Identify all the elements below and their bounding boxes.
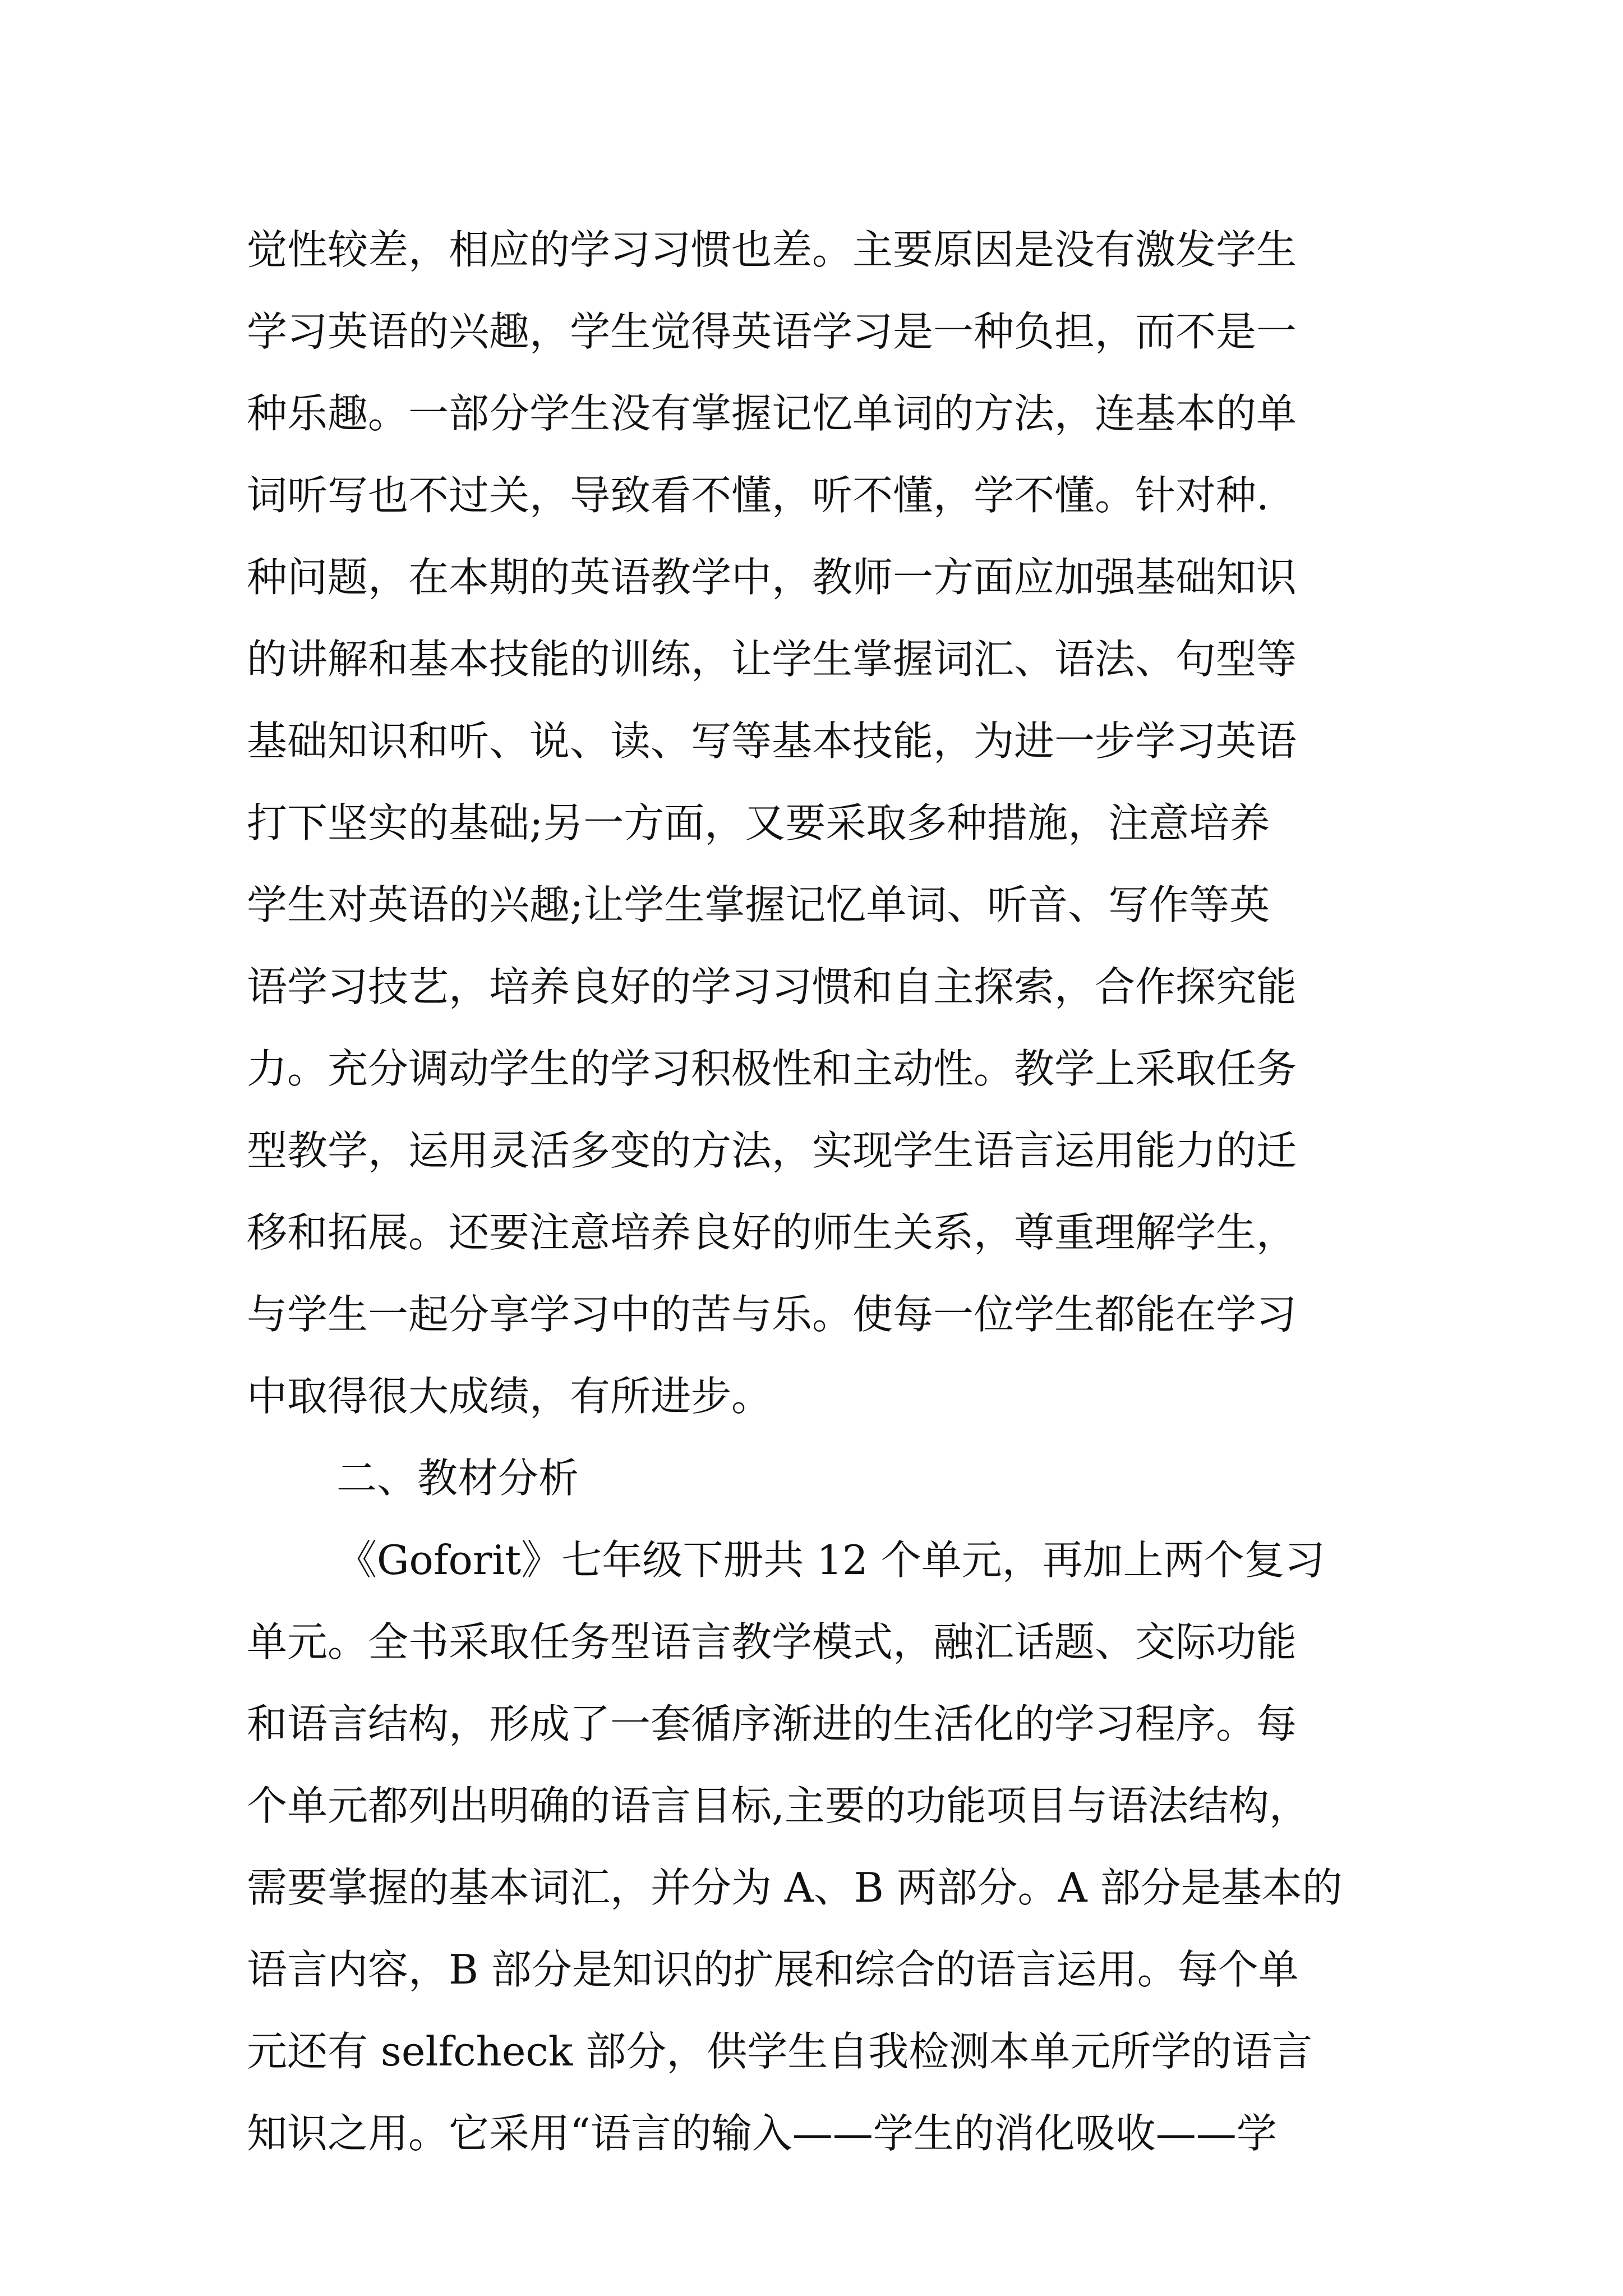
section-heading: 二、教材分析 <box>336 1455 579 1502</box>
text-line: 型教学，运用灵活多变的方法，实现学生语言运用能力的迁 <box>247 1127 1297 1174</box>
text-line: 知识之用。它采用“语言的输入——学生的消化吸收——学 <box>247 2110 1277 2157</box>
text-line: 需要掌握的基本词汇，并分为 A、B 两部分。A 部分是基本的 <box>247 1864 1343 1911</box>
text-line: 元还有 selfcheck 部分，供学生自我检测本单元所学的语言 <box>247 2028 1313 2075</box>
text-line: 《Goforit》七年级下册共 12 个单元，再加上两个复习 <box>336 1536 1325 1584</box>
text-line: 种乐趣。一部分学生没有掌握记忆单词的方法，连基本的单 <box>247 390 1297 437</box>
text-line: 中取得很大成绩，有所进步。 <box>247 1373 772 1420</box>
text-line: 语学习技艺，培养良好的学习习惯和自主探索，合作探究能 <box>247 963 1297 1010</box>
text-line: 单元。全书采取任务型语言教学模式，融汇话题、交际功能 <box>247 1618 1297 1665</box>
text-line: 学生对英语的兴趣;让学生掌握记忆单词、听音、写作等英 <box>247 881 1270 928</box>
text-line: 学习英语的兴趣，学生觉得英语学习是一种负担，而不是一 <box>247 308 1297 355</box>
text-line: 与学生一起分享学习中的苦与乐。使每一位学生都能在学习 <box>247 1291 1297 1338</box>
text-line: 种问题，在本期的英语教学中，教师一方面应加强基础知识 <box>247 554 1297 601</box>
text-line: 基础知识和听、说、读、写等基本技能，为进一步学习英语 <box>247 717 1297 765</box>
body-text <box>247 209 1402 2174</box>
text-line: 和语言结构，形成了一套循序渐进的生活化的学习程序。每 <box>247 1700 1297 1747</box>
text-line: 个单元都列出明确的语言目标,主要的功能项目与语法结构， <box>247 1782 1310 1829</box>
text-line: 力。充分调动学生的学习积极性和主动性。教学上采取任务 <box>247 1045 1297 1092</box>
text-line: 移和拓展。还要注意培养良好的师生关系，尊重理解学生， <box>247 1209 1297 1256</box>
text-line: 的讲解和基本技能的训练，让学生掌握词汇、语法、句型等 <box>247 636 1297 683</box>
text-line: 觉性较差，相应的学习习惯也差。主要原因是没有激发学生 <box>247 226 1297 273</box>
text-line: 词听写也不过关，导致看不懂，听不懂，学不懂。针对种. <box>247 472 1269 519</box>
text-line: 打下坚实的基础;另一方面，又要采取多种措施，注意培养 <box>247 799 1270 846</box>
text-line: 语言内容，B 部分是知识的扩展和综合的语言运用。每个单 <box>247 1946 1299 1993</box>
